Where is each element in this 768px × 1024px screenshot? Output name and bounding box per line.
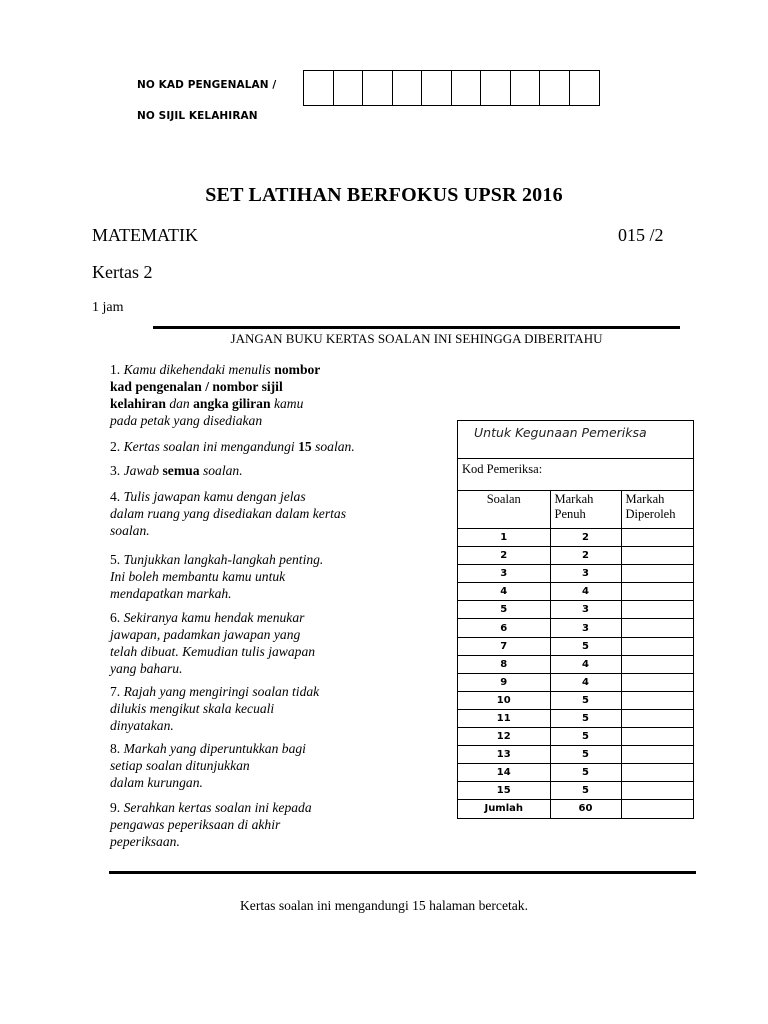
question-number: 12	[458, 728, 550, 746]
table-row	[458, 529, 693, 547]
divider-bottom	[109, 871, 696, 874]
question-number: 14	[458, 764, 550, 782]
examiner-code-field[interactable]: Kod Pemeriksa:	[458, 459, 693, 491]
instruction-4: 4. Tulis jawapan kamu dengan jelas dalam ruang yang disediakan dalam kertas soalan.	[110, 489, 346, 538]
table-row	[458, 691, 693, 709]
question-number: 9	[458, 673, 550, 691]
instruction-7: 7. Rajah yang mengiringi soalan tidak dilukis mengikut skala kecuali dinyatakan.	[110, 684, 320, 733]
table-row	[458, 655, 693, 673]
table-row	[458, 601, 693, 619]
id-box[interactable]	[422, 71, 452, 105]
question-number: 13	[458, 746, 550, 764]
id-number-boxes[interactable]	[303, 70, 600, 106]
full-marks: 5	[550, 709, 621, 727]
divider-top	[153, 326, 680, 329]
question-number: 15	[458, 782, 550, 800]
id-box[interactable]	[452, 71, 482, 105]
marks-obtained-cell[interactable]	[621, 728, 693, 746]
question-number: 1	[458, 529, 550, 547]
marks-obtained-cell[interactable]	[621, 782, 693, 800]
instruction-6: 6. Sekiranya kamu hendak menukar jawapan, padamkan jawapan yang telah dibuat. Kemudian tulis jawapan yang baharu.	[110, 610, 316, 676]
question-number: 6	[458, 619, 550, 637]
question-number: 3	[458, 565, 550, 583]
marks-obtained-cell[interactable]	[621, 547, 693, 565]
marks-obtained-cell[interactable]	[621, 583, 693, 601]
table-row	[458, 764, 693, 782]
full-marks: 5	[550, 728, 621, 746]
marks-obtained-cell[interactable]	[621, 746, 693, 764]
question-number: 11	[458, 709, 550, 727]
paper-number: Kertas 2	[92, 262, 153, 282]
table-row	[458, 619, 693, 637]
marks-obtained-cell[interactable]	[621, 637, 693, 655]
paper-code: 015 /2	[618, 225, 664, 245]
table-row	[458, 565, 693, 583]
marks-obtained-cell[interactable]	[621, 764, 693, 782]
full-marks: 3	[550, 619, 621, 637]
examiner-table	[457, 420, 694, 819]
table-row	[458, 709, 693, 727]
page-title: SET LATIHAN BERFOKUS UPSR 2016	[205, 184, 563, 206]
warning-notice: JANGAN BUKU KERTAS SOALAN INI SEHINGGA DIBERITAHU	[230, 331, 603, 346]
table-row	[458, 547, 693, 565]
question-number: 8	[458, 655, 550, 673]
full-marks: 5	[550, 746, 621, 764]
full-marks: 2	[550, 529, 621, 547]
id-label-line1: NO KAD PENGENALAN /	[137, 79, 277, 91]
id-box[interactable]	[393, 71, 423, 105]
full-marks: 5	[550, 764, 621, 782]
id-box[interactable]	[511, 71, 541, 105]
question-number: 4	[458, 583, 550, 601]
question-number: 7	[458, 637, 550, 655]
full-marks: 5	[550, 691, 621, 709]
table-row	[458, 637, 693, 655]
id-box[interactable]	[540, 71, 570, 105]
full-marks: 4	[550, 655, 621, 673]
total-label: Jumlah	[458, 800, 550, 818]
col-header-marks-obtained: Markah Diperoleh	[621, 491, 693, 529]
full-marks: 3	[550, 565, 621, 583]
instruction-5: 5. Tunjukkan langkah-langkah penting. Ini boleh membantu kamu untuk mendapatkan markah.	[110, 552, 324, 601]
table-row	[458, 673, 693, 691]
full-marks: 4	[550, 673, 621, 691]
examiner-heading: Untuk Kegunaan Pemeriksa	[458, 421, 693, 459]
instruction-9: 9. Serahkan kertas soalan ini kepada pengawas peperiksaan di akhir peperiksaan.	[110, 800, 312, 849]
marks-obtained-cell[interactable]	[621, 655, 693, 673]
total-row	[458, 800, 693, 818]
marks-obtained-cell[interactable]	[621, 709, 693, 727]
full-marks: 5	[550, 782, 621, 800]
full-marks: 2	[550, 547, 621, 565]
marks-obtained-cell[interactable]	[621, 619, 693, 637]
full-marks: 5	[550, 637, 621, 655]
question-number: 10	[458, 691, 550, 709]
id-box[interactable]	[334, 71, 364, 105]
table-row	[458, 728, 693, 746]
table-row	[458, 583, 693, 601]
question-number: 5	[458, 601, 550, 619]
instruction-8: 8. Markah yang diperuntukkan bagi setiap soalan ditunjukkan dalam kurungan.	[110, 741, 306, 790]
instruction-1: 1. Kamu dikehendaki menulis nombor kad pengenalan / nombor sijil kelahiran dan angka giliran kamu pada petak yang disediakan	[110, 362, 321, 428]
marks-obtained-cell[interactable]	[621, 691, 693, 709]
subject-name: MATEMATIK	[92, 225, 198, 245]
table-row	[458, 782, 693, 800]
id-box[interactable]	[363, 71, 393, 105]
col-header-full-marks: Markah Penuh	[550, 491, 621, 529]
col-header-question: Soalan	[458, 491, 550, 529]
id-label-line2: NO SIJIL KELAHIRAN	[137, 110, 258, 122]
full-marks: 3	[550, 601, 621, 619]
duration: 1 jam	[92, 300, 124, 315]
marks-obtained-cell[interactable]	[621, 601, 693, 619]
marks-obtained-cell[interactable]	[621, 565, 693, 583]
total-full-marks: 60	[550, 800, 621, 818]
instruction-3: 3. Jawab semua soalan.	[110, 463, 243, 478]
marks-obtained-cell[interactable]	[621, 673, 693, 691]
footer-note: Kertas soalan ini mengandungi 15 halaman bercetak.	[239, 898, 528, 913]
total-marks-obtained-cell[interactable]	[621, 800, 693, 818]
instruction-2: 2. Kertas soalan ini mengandungi 15 soalan.	[110, 439, 355, 454]
question-number: 2	[458, 547, 550, 565]
marks-obtained-cell[interactable]	[621, 529, 693, 547]
table-row	[458, 746, 693, 764]
full-marks: 4	[550, 583, 621, 601]
id-box[interactable]	[481, 71, 511, 105]
id-box[interactable]	[570, 71, 600, 105]
id-box[interactable]	[304, 71, 334, 105]
